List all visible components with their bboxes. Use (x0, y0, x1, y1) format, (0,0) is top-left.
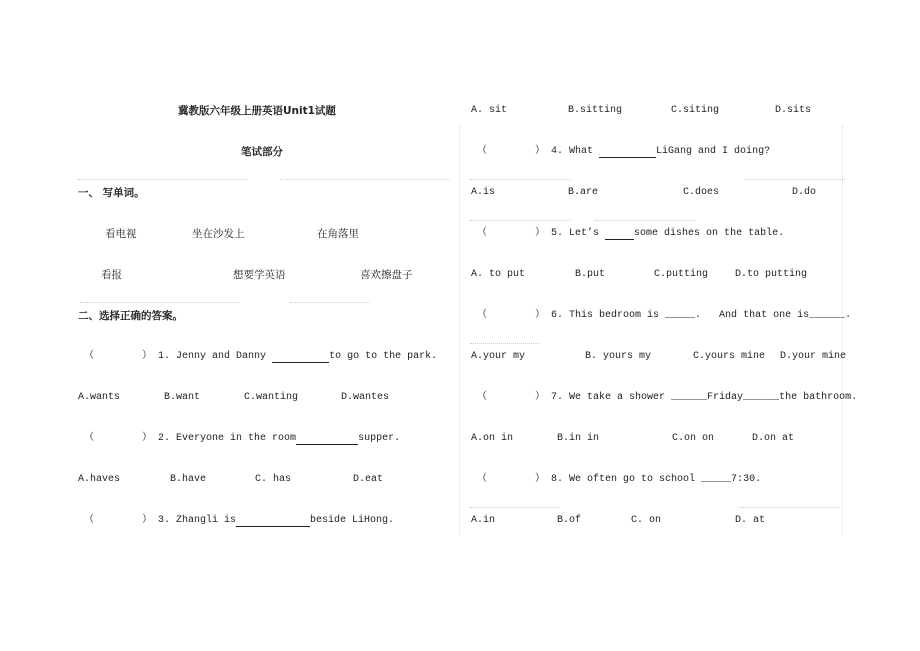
option: C.on on (672, 433, 715, 444)
page-title: 冀教版六年级上册英语Unit1试题 (178, 105, 336, 117)
option: A.your my (471, 351, 526, 362)
option: C.siting (671, 105, 720, 116)
divider (78, 179, 248, 180)
divider (740, 507, 840, 508)
divider (745, 179, 845, 180)
divider (470, 507, 560, 508)
question-text: 5. Let’s (551, 228, 606, 239)
divider (470, 343, 540, 344)
option: A.haves (78, 474, 121, 485)
question-2 (84, 433, 400, 445)
question-text: 4. What (551, 146, 600, 157)
option: C.yours mine (693, 351, 766, 362)
question-3 (84, 515, 394, 527)
option: C. on (631, 515, 662, 526)
section1-heading: 一、 写单词。 (78, 187, 145, 199)
question-5 (477, 228, 784, 240)
question-1 (84, 351, 437, 363)
divider (290, 302, 370, 303)
option: A. to put (471, 269, 526, 280)
question-7 (477, 392, 857, 404)
section-subtitle: 笔试部分 (241, 146, 283, 158)
answer-blank (236, 516, 310, 527)
answer-blank (272, 352, 329, 363)
option: D. at (735, 515, 766, 526)
answer-paren: （ ） (84, 433, 153, 444)
question-text: LiGang and I doing? (656, 146, 771, 157)
option: A. sit (471, 105, 508, 116)
divider (80, 302, 240, 303)
question-text: 7. We take a shower ______Friday______the bathroom. (551, 392, 858, 403)
question-text: 1. Jenny and Danny (158, 351, 273, 362)
option: D.sits (775, 105, 812, 116)
option: A.is (471, 187, 496, 198)
answer-paren: （ ） (477, 228, 546, 239)
option: B.are (568, 187, 599, 198)
answer-paren: （ ） (477, 310, 546, 321)
option: C.does (683, 187, 720, 198)
answer-paren: （ ） (84, 351, 153, 362)
divider (470, 220, 570, 221)
question-text: 3. Zhangli is (158, 515, 237, 526)
answer-blank (599, 147, 656, 158)
divider (280, 179, 450, 180)
margin-guide (842, 125, 843, 535)
section2-heading: 二、选择正确的答案。 (78, 310, 183, 322)
word-item: 喜欢擦盘子 (360, 269, 413, 281)
option: C.wanting (244, 392, 299, 403)
word-item: 看报 (101, 269, 122, 281)
option: D.do (792, 187, 817, 198)
question-6 (477, 310, 851, 322)
answer-paren: （ ） (84, 515, 153, 526)
option: B. yours my (585, 351, 652, 362)
option: B.have (170, 474, 207, 485)
option: A.on in (471, 433, 514, 444)
option: B.put (575, 269, 606, 280)
option: A.wants (78, 392, 121, 403)
question-text: supper. (358, 433, 401, 444)
question-text: 8. We often go to school _____7:30. (551, 474, 762, 485)
word-item: 看电视 (105, 228, 137, 240)
option: D.your mine (780, 351, 847, 362)
option: B.sitting (568, 105, 623, 116)
question-text: 6. This bedroom is _____. And that one is______. (551, 310, 852, 321)
word-item: 想要学英语 (233, 269, 286, 281)
answer-paren: （ ） (477, 146, 546, 157)
option: D.on at (752, 433, 795, 444)
answer-blank (605, 229, 634, 240)
option: B.in in (557, 433, 600, 444)
divider (470, 179, 570, 180)
question-4 (477, 146, 770, 158)
option: D.wantes (341, 392, 390, 403)
margin-guide (459, 125, 460, 535)
divider (595, 220, 695, 221)
question-text: to go to the park. (329, 351, 438, 362)
word-item: 在角落里 (317, 228, 359, 240)
option: B.want (164, 392, 201, 403)
option: D.eat (353, 474, 384, 485)
answer-paren: （ ） (477, 474, 546, 485)
answer-paren: （ ） (477, 392, 546, 403)
option: A.in (471, 515, 496, 526)
option: B.of (557, 515, 582, 526)
question-text: some dishes on the table. (634, 228, 785, 239)
question-text: 2. Everyone in the room (158, 433, 297, 444)
question-8 (477, 474, 761, 486)
question-text: beside LiHong. (310, 515, 395, 526)
word-item: 坐在沙发上 (192, 228, 245, 240)
option: D.to putting (735, 269, 808, 280)
answer-blank (296, 434, 358, 445)
option: C.putting (654, 269, 709, 280)
option: C. has (255, 474, 292, 485)
